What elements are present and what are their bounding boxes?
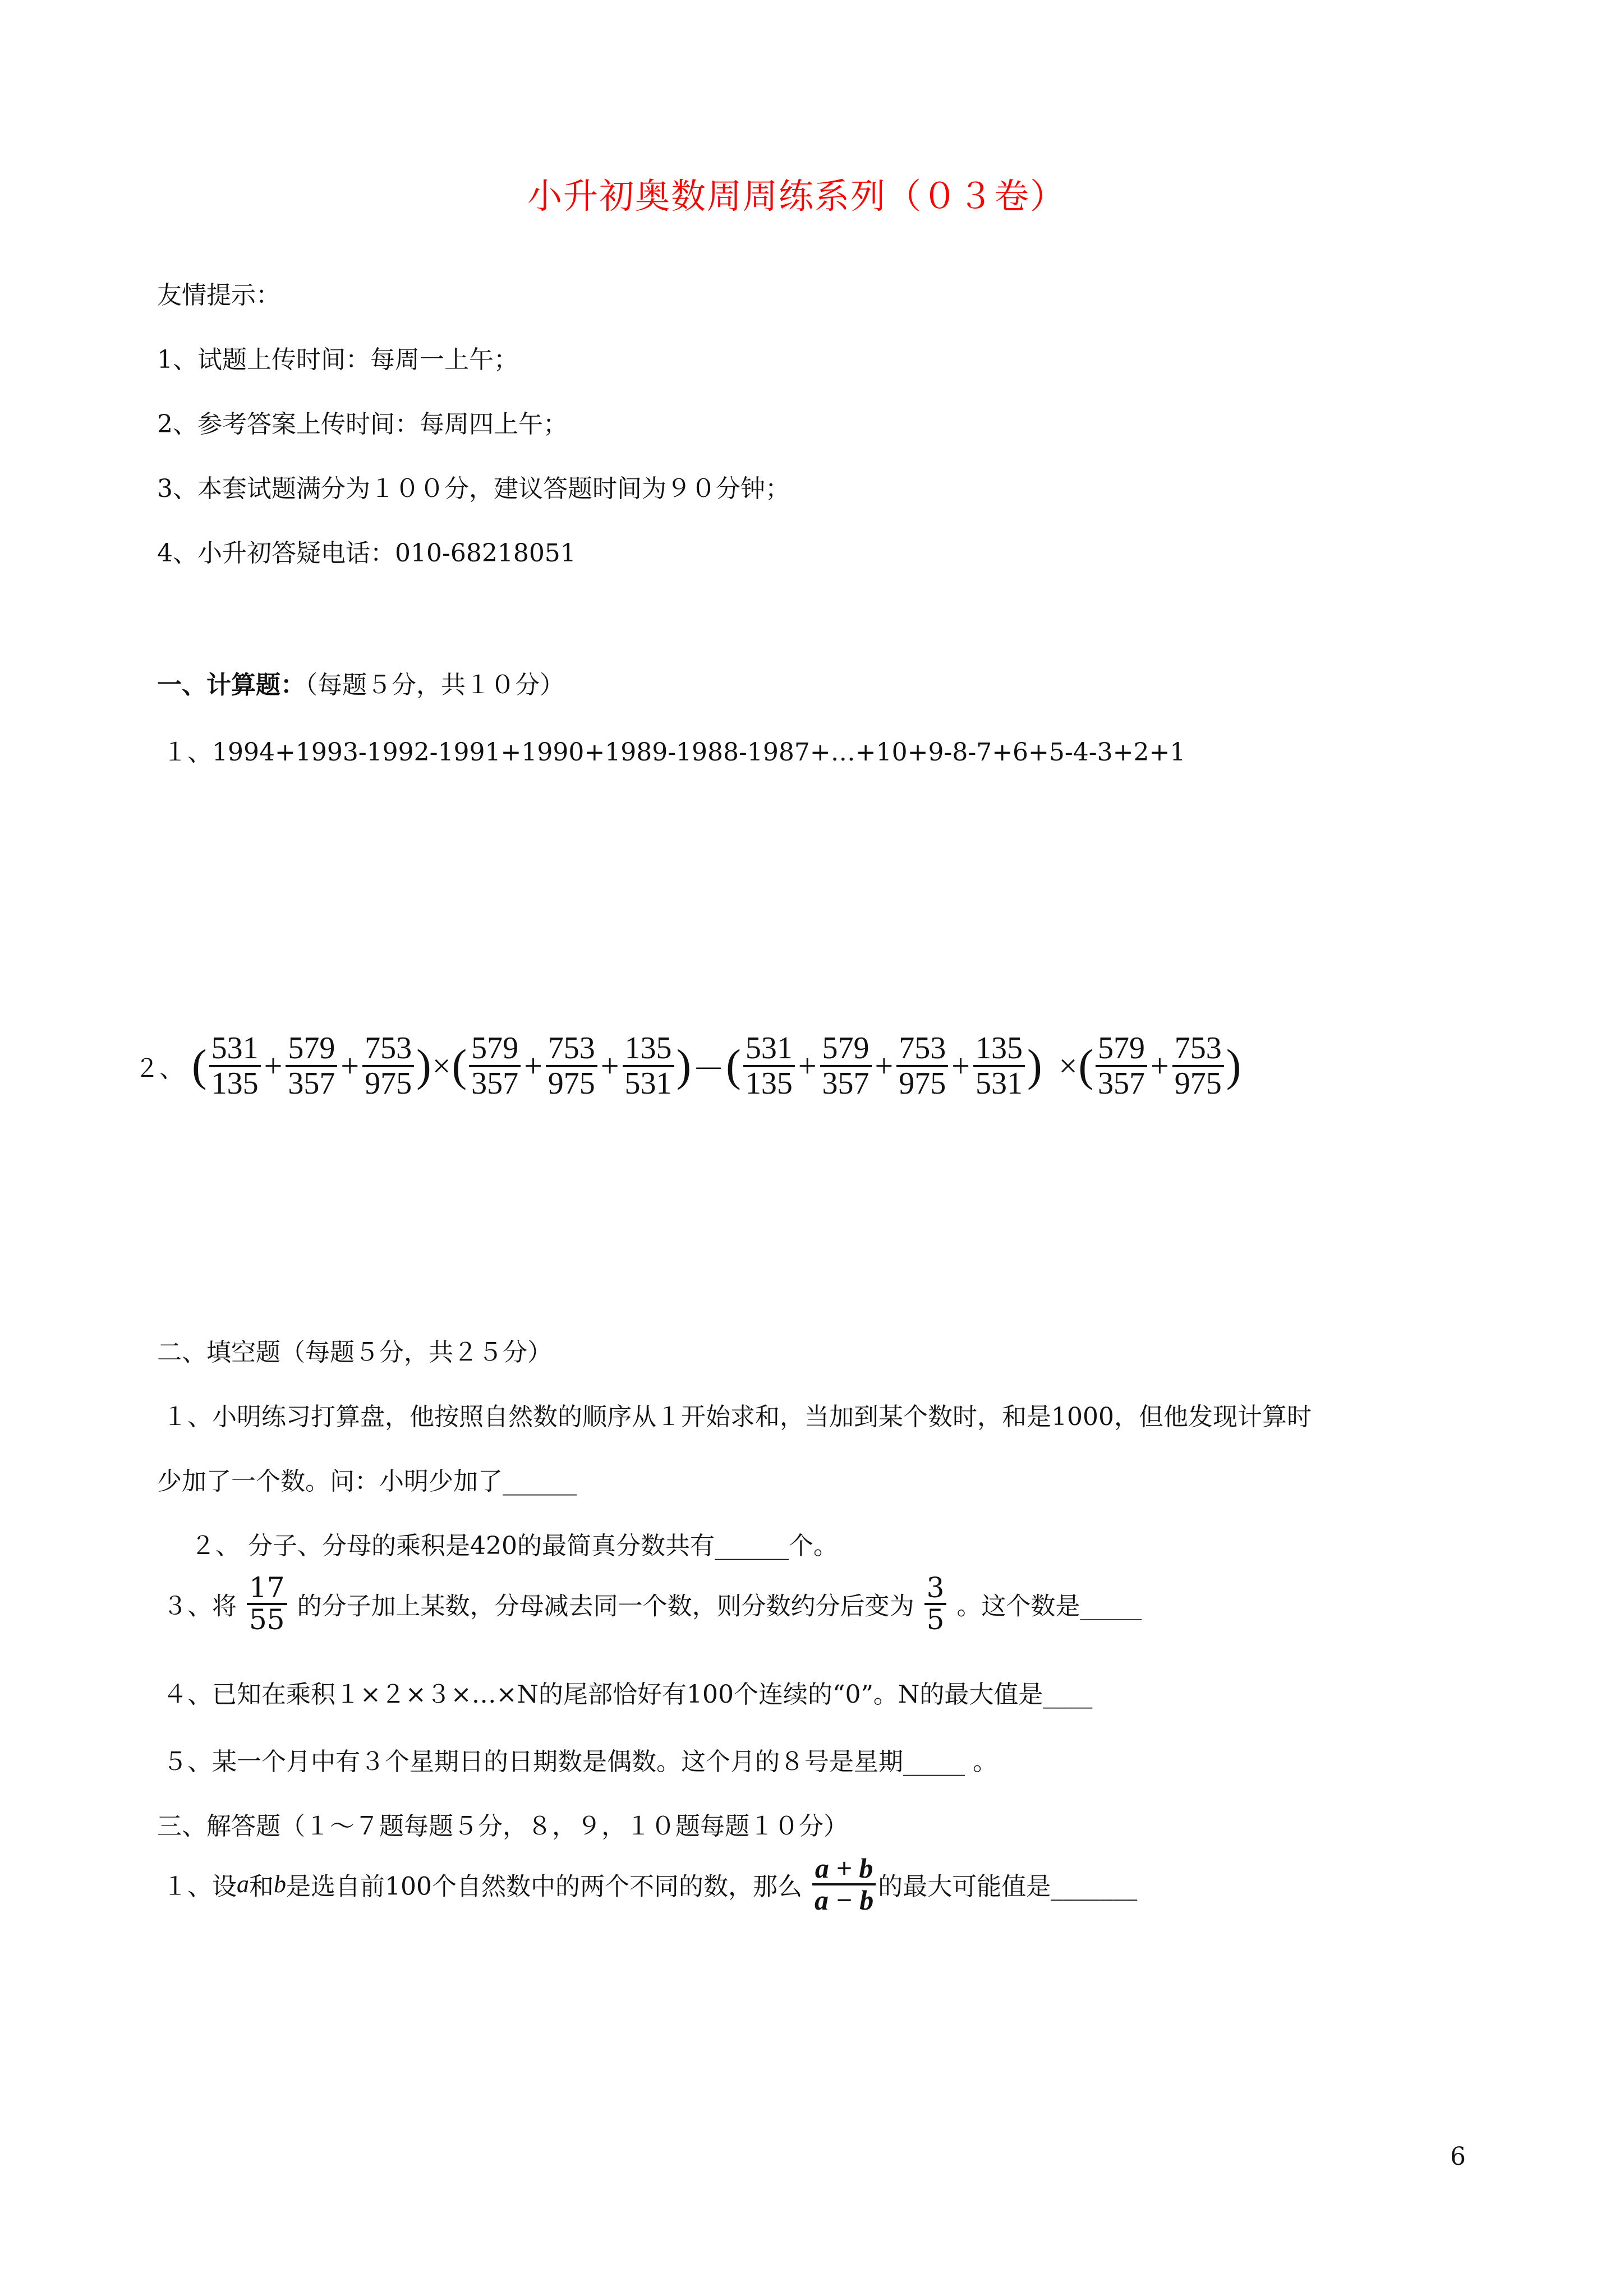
- q2-fraction-g3-3: [973, 1032, 1025, 1100]
- q2-times-sign: ×: [1059, 1048, 1078, 1085]
- s3q1-fraction: [812, 1854, 876, 1915]
- q2-fraction-g2-0: [469, 1032, 521, 1100]
- q2-left-paren: (: [726, 1041, 741, 1091]
- q2-fraction-g4-1: [1172, 1032, 1224, 1100]
- q2-numerator: 579: [1096, 1032, 1147, 1067]
- q2-times-sign: ×: [432, 1048, 451, 1085]
- section2-heading: 二、填空题（每题５分，共２５分）: [157, 1338, 552, 1367]
- tips-heading: 友情提示：: [157, 281, 280, 310]
- section1-q1: １、1994+1993-1992-1991+1990+1989-1988-1987+…+10+9-8-7+6+5-4-3+2+1: [163, 738, 1186, 767]
- q2-fraction-g2-2: [623, 1032, 674, 1100]
- q2-numerator: 531: [209, 1032, 261, 1067]
- q3-frac2-denominator: 5: [926, 1603, 945, 1636]
- q3-fraction-1: [247, 1573, 287, 1634]
- q2-right-paren: ): [1226, 1041, 1241, 1091]
- q2-right-paren: ): [416, 1041, 431, 1091]
- q2-denominator: 135: [211, 1066, 259, 1101]
- section1-q2: [135, 1032, 1241, 1100]
- q2-denominator: 357: [288, 1066, 335, 1101]
- section1-heading: 一、计算题：: [157, 671, 305, 699]
- section3-heading: 三、解答题（１～７题每题５分，８，９，１０题每题１０分）: [157, 1812, 848, 1841]
- q2-fraction-g1-2: [362, 1032, 414, 1100]
- section2-q1-line2: 少加了一个数。问：小明少加了______: [157, 1467, 577, 1496]
- page-number: 6: [1450, 2142, 1466, 2171]
- q2-expression: [192, 1031, 1241, 1101]
- q2-plus-sign: +: [600, 1048, 619, 1085]
- q2-fraction-g3-1: [820, 1032, 872, 1100]
- s3q1-and: 和: [249, 1872, 274, 1901]
- q2-plus-sign: +: [798, 1048, 817, 1085]
- section2-q4: ４、已知在乘积１×２×３×…×N的尾部恰好有100个连续的“0”。N的最大值是____: [163, 1680, 1093, 1709]
- q2-plus-sign: +: [875, 1048, 894, 1085]
- q2-denominator: 357: [1097, 1066, 1145, 1101]
- q2-denominator: 975: [1174, 1066, 1222, 1101]
- q2-fraction-g2-1: [546, 1032, 597, 1100]
- q2-denominator: 357: [822, 1066, 869, 1101]
- q2-numerator: 135: [623, 1032, 674, 1067]
- q2-denominator: 531: [624, 1066, 672, 1101]
- q2-fraction-g3-2: [896, 1032, 948, 1100]
- tip-item-1: 1、试题上传时间：每周一上午；: [157, 345, 518, 374]
- q2-fraction-g4-0: [1096, 1032, 1147, 1100]
- q2-denominator: 135: [745, 1066, 793, 1101]
- section2-q3: [163, 1573, 1142, 1634]
- section2-q1-line1: １、小明练习打算盘，他按照自然数的顺序从１开始求和，当加到某个数时，和是1000，但他发现计算时: [163, 1403, 1312, 1431]
- tip-item-4: 4、小升初答疑电话：010-68218051: [157, 539, 576, 568]
- q2-denominator: 357: [471, 1066, 519, 1101]
- q2-numerator: 753: [896, 1032, 948, 1067]
- q3-frac2-numerator: 3: [924, 1573, 947, 1605]
- q2-numerator: 531: [743, 1032, 795, 1067]
- tip-item-3: 3、本套试题满分为１００分，建议答题时间为９０分钟；: [157, 474, 790, 503]
- q3-pre: ３、将: [163, 1592, 237, 1621]
- s3q1-var-a: a: [237, 1870, 249, 1898]
- s3q1-var-b: b: [274, 1870, 286, 1898]
- q2-left-paren: (: [192, 1041, 207, 1091]
- s3q1-frac-numerator: a + b: [812, 1854, 876, 1885]
- q2-minus-sign: －: [692, 1050, 725, 1087]
- q2-right-paren: ): [676, 1041, 692, 1091]
- q2-numerator: 579: [286, 1032, 337, 1067]
- s3q1-frac-denominator: a − b: [814, 1884, 874, 1916]
- section1-note: （每题５分，共１０分）: [305, 671, 564, 699]
- q3-mid: 的分子加上某数，分母减去同一个数，则分数约分后变为: [297, 1592, 914, 1621]
- q3-post: 。这个数是_____: [956, 1592, 1142, 1621]
- q2-fraction-g1-1: [286, 1032, 337, 1100]
- tip-item-2: 2、参考答案上传时间：每周四上午；: [157, 410, 568, 439]
- q2-plus-sign: +: [951, 1048, 970, 1085]
- q2-left-paren: (: [1078, 1041, 1093, 1091]
- section3-q1: [163, 1854, 1137, 1915]
- q2-numerator: 753: [546, 1032, 597, 1067]
- section2-q2: ２、 分子、分母的乘积是420的最简真分数共有______个。: [191, 1532, 838, 1560]
- q2-denominator: 975: [899, 1066, 946, 1101]
- section1-heading-line: [157, 665, 564, 700]
- q2-numerator: 753: [362, 1032, 414, 1067]
- q2-plus-sign: +: [1150, 1048, 1169, 1085]
- q2-numerator: 579: [469, 1032, 521, 1067]
- s3q1-mid: 是选自前100个自然数中的两个不同的数，那么: [286, 1872, 802, 1901]
- q2-numerator: 753: [1172, 1032, 1224, 1067]
- s3q1-post: 的最大可能值是_______: [878, 1872, 1138, 1901]
- s3q1-pre: １、设: [163, 1872, 237, 1901]
- q2-plus-sign: +: [524, 1048, 542, 1085]
- q2-denominator: 975: [365, 1066, 412, 1101]
- q2-right-paren: ): [1027, 1041, 1042, 1091]
- q2-denominator: 531: [975, 1066, 1023, 1101]
- q2-label: ２、: [135, 1054, 184, 1082]
- q2-plus-sign: +: [341, 1048, 360, 1085]
- q2-numerator: 135: [973, 1032, 1025, 1067]
- q2-left-paren: (: [452, 1041, 467, 1091]
- q3-frac1-numerator: 17: [247, 1573, 287, 1605]
- section2-q5: ５、某一个月中有３个星期日的日期数是偶数。这个月的８号是星期_____ 。: [163, 1748, 997, 1776]
- q2-fraction-g3-0: [743, 1032, 795, 1100]
- q3-fraction-2: [924, 1573, 947, 1634]
- q2-denominator: 975: [548, 1066, 595, 1101]
- q2-plus-sign: +: [264, 1048, 283, 1085]
- q2-numerator: 579: [820, 1032, 872, 1067]
- page-title: 小升初奥数周周练系列（０３卷）: [527, 176, 1066, 216]
- q2-fraction-g1-0: [209, 1032, 261, 1100]
- q3-frac1-denominator: 55: [249, 1603, 285, 1636]
